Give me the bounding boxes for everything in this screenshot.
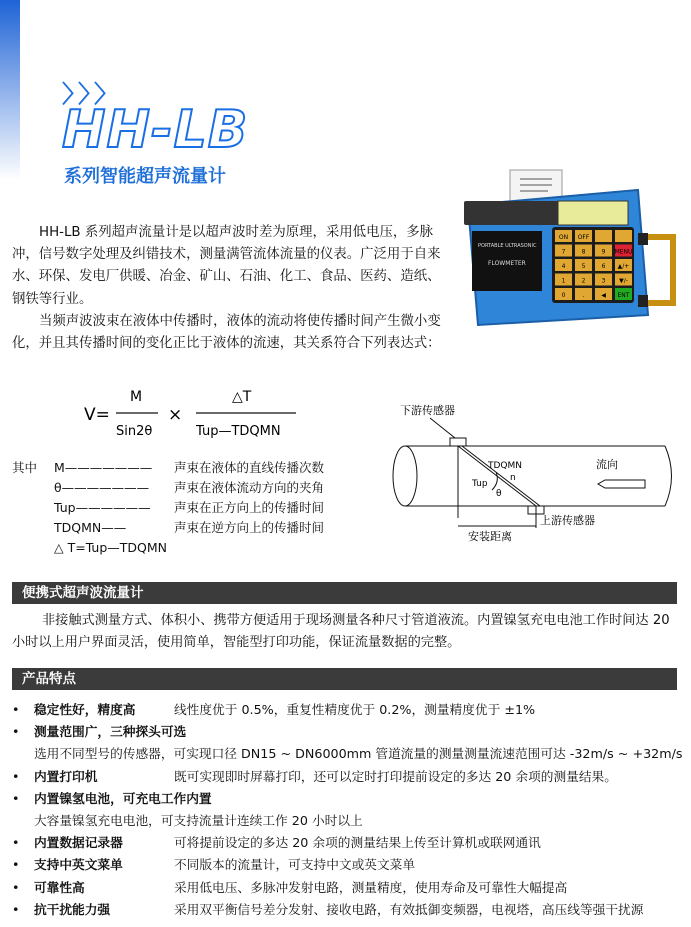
feature-desc: 不同版本的流量计，可支持中文或英文菜单 bbox=[174, 857, 416, 873]
bullet-icon: • bbox=[12, 835, 20, 851]
legend-row bbox=[12, 458, 324, 478]
feature-item bbox=[12, 766, 682, 788]
legend-value: 声束在正方向上的传播时间 bbox=[174, 500, 325, 515]
formula-times: × bbox=[168, 405, 183, 425]
install-distance-label: 安装距离 bbox=[468, 530, 512, 543]
feature-desc: 线性度优于 0.5%，重复性精度优于 0.2%，测量精度优于 ±1% bbox=[174, 702, 536, 717]
legend-row bbox=[12, 498, 324, 518]
flow-direction-label: 流向 bbox=[596, 458, 618, 471]
keypad-key-label: MENU bbox=[614, 248, 633, 256]
downstream-sensor-label: 下游传感器 bbox=[400, 404, 455, 417]
keypad-key-label: ▼/- bbox=[619, 277, 628, 285]
keypad-key-label: 8 bbox=[581, 248, 586, 256]
section-header-portable: 便携式超声波流量计 bbox=[12, 582, 677, 604]
bullet-icon: • bbox=[12, 702, 20, 717]
bullet-icon: • bbox=[12, 901, 20, 917]
keypad-key-label: OFF bbox=[577, 234, 590, 241]
keypad-key-label: 6 bbox=[601, 263, 606, 270]
feature-title: 稳定性好，精度高 bbox=[34, 702, 136, 717]
formula-num2: △T bbox=[232, 389, 252, 405]
keypad-key-label: 5 bbox=[581, 263, 586, 270]
feature-title: 内置镍氢电池，可充电工作内置 bbox=[34, 790, 212, 806]
bullet-icon: • bbox=[12, 768, 20, 784]
feature-desc: 采用低电压、多脉冲发射电路，测量精度，使用寿命及可靠性大幅提高 bbox=[174, 879, 568, 895]
chevron-icon: 〉〉〉 bbox=[62, 80, 122, 108]
tup-label: Tup bbox=[472, 479, 488, 489]
formula-num1: M bbox=[130, 389, 143, 405]
feature-item bbox=[12, 699, 682, 721]
portable-description: 非接触式测量方式、体积小、携带方便适用于现场测量各种尺寸管道液流。内置镍氢充电电池工作时间达 20 小时以上用户界面灵活，使用简单，智能型打印功能，保证流量数据的完整。 bbox=[12, 613, 670, 650]
decorative-bar bbox=[0, 0, 20, 180]
intro-paragraph-1: HH-LB 系列超声流量计是以超声波时差为原理，采用低电压，多脉冲，信号数字处理及纠错技术，测量满管流体流量的仪表。广泛用于自来水、环保、发电厂供暖、冶金、矿山、石油、化工、食品、医药、造纸、钢铁等行业。 bbox=[12, 225, 441, 307]
feature-desc: 可将提前设定的多达 20 余项的测量结果上传至计算机或联网通讯 bbox=[174, 835, 541, 851]
keypad-key-label: ENT bbox=[617, 292, 630, 299]
keypad-key-label: 1 bbox=[561, 277, 566, 285]
theta-label: θ bbox=[496, 489, 502, 499]
legend-key: M——————— bbox=[54, 460, 153, 475]
feature-title: 可靠性高 bbox=[34, 879, 85, 895]
bullet-icon: • bbox=[12, 879, 20, 895]
keypad-key bbox=[595, 230, 612, 242]
formula-den1: Sin2θ bbox=[116, 424, 153, 439]
feature-item bbox=[12, 721, 682, 743]
formula-legend bbox=[12, 458, 324, 558]
section-header-features: 产品特点 bbox=[12, 668, 677, 690]
panel-label-2: FLOWMETER bbox=[488, 260, 526, 267]
legend-row bbox=[12, 478, 324, 498]
page-subtitle: 系列智能超声流量计 bbox=[64, 166, 226, 187]
upstream-sensor-label: 上游传感器 bbox=[540, 514, 595, 527]
feature-item bbox=[12, 832, 682, 854]
velocity-formula bbox=[84, 383, 304, 443]
feature-title: 内置打印机 bbox=[34, 768, 98, 784]
formula-den2: Tup—TDQMN bbox=[196, 424, 281, 439]
feature-item bbox=[12, 877, 682, 899]
feature-item bbox=[12, 788, 682, 810]
legend-key: Tup—————— bbox=[54, 500, 151, 515]
keypad-key-label: ON bbox=[558, 234, 569, 241]
legend-key: △ T=Tup—TDQMN bbox=[54, 540, 168, 555]
legend-value: 声束在液体流动方向的夹角 bbox=[174, 480, 325, 495]
tdqmn-label: TDQMN bbox=[488, 461, 523, 471]
feature-item bbox=[12, 854, 682, 876]
keypad-key bbox=[615, 230, 632, 242]
keypad-key-label: 0 bbox=[561, 292, 566, 299]
legend-value: 声束在逆方向上的传播时间 bbox=[174, 520, 325, 535]
feature-desc: 既可实现即时屏幕打印，还可以定时打印提前设定的多达 20 余项的测量结果。 bbox=[174, 768, 617, 784]
feature-title: 支持中英文菜单 bbox=[34, 857, 123, 873]
n-label: n bbox=[510, 473, 516, 483]
feature-title: 内置数据记录器 bbox=[34, 835, 123, 851]
feature-item bbox=[12, 899, 682, 921]
keypad-key-label: ▲/+ bbox=[617, 263, 630, 270]
legend-value: 声束在液体的直线传播次数 bbox=[174, 460, 325, 475]
keypad-key-label: 2 bbox=[581, 277, 586, 285]
legend-row bbox=[12, 538, 324, 558]
keypad-key-label: 7 bbox=[561, 248, 566, 256]
keypad-key-label: 4 bbox=[561, 263, 566, 270]
formula-lhs: V= bbox=[84, 405, 110, 425]
feature-list bbox=[12, 699, 682, 921]
intro-text bbox=[12, 222, 447, 355]
keypad-key-label: ◀ bbox=[601, 292, 606, 299]
flowmeter-device-image bbox=[448, 165, 683, 340]
panel-label-1: PORTABLE ULTRASONIC bbox=[478, 243, 537, 249]
bullet-icon: • bbox=[12, 857, 20, 873]
keypad-key-label: 9 bbox=[601, 248, 606, 256]
legend-row bbox=[12, 518, 324, 538]
model-logo: HH-LB bbox=[62, 100, 249, 160]
intro-paragraph-2: 当频声波波束在液体中传播时，液体的流动将使传播时间产生微小变化，并且其传播时间的变化正比于液体的流速，其关系符合下列表达式： bbox=[12, 313, 441, 352]
bullet-icon: • bbox=[12, 724, 20, 740]
legend-key: TDQMN—— bbox=[54, 520, 127, 535]
feature-desc: 采用双平衡信号差分发射、接收电路，有效抵御变频器，电视塔，高压线等强干扰源 bbox=[174, 901, 644, 917]
bullet-icon: • bbox=[12, 790, 20, 806]
keypad-key-label: . bbox=[582, 292, 585, 299]
keypad-key-label: 3 bbox=[601, 277, 606, 285]
legend-key: θ——————— bbox=[54, 480, 150, 495]
feature-title: 测量范围广，三种探头可选 bbox=[34, 724, 187, 740]
feature-desc: 大容量镍氢充电电池，可支持流量计连续工作 20 小时以上 bbox=[34, 813, 363, 829]
legend-head: 其中 bbox=[12, 460, 38, 475]
installation-diagram bbox=[380, 398, 680, 548]
feature-title: 抗干扰能力强 bbox=[34, 901, 111, 917]
feature-desc: 选用不同型号的传感器，可实现口径 DN15 ~ DN6000mm 管道流量的测量测量流速范围可达 -32m/s ~ +32m/s bbox=[34, 746, 683, 762]
